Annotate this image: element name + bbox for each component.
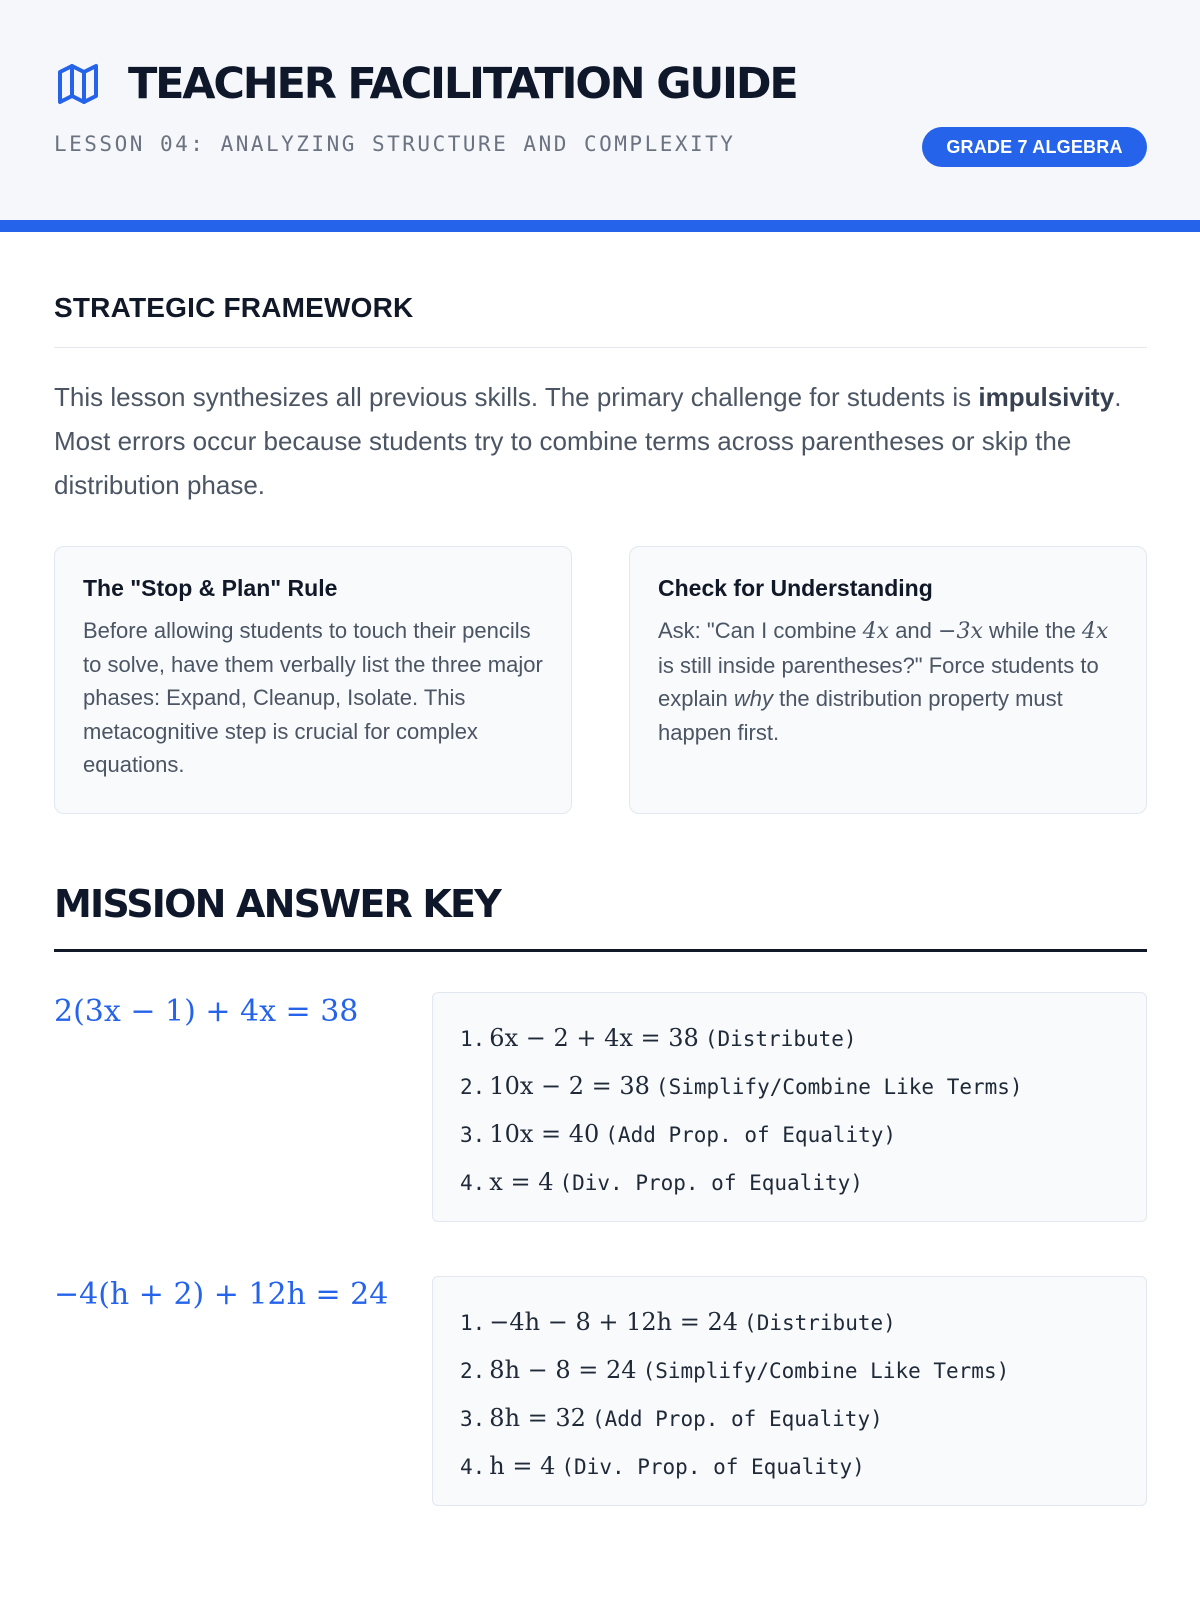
title-row (54, 56, 797, 112)
answer-key-heading: MISSION ANSWER KEY (54, 882, 500, 926)
step-math: 10x − 2 = 38 (489, 1072, 650, 1100)
intro-emphasis: impulsivity (978, 382, 1115, 412)
solution-step (460, 1299, 1146, 1347)
step-reason: (Add Prop. of Equality) (591, 1407, 883, 1431)
intro-text-start: This lesson synthesizes all previous skills. The primary challenge for students is (54, 382, 979, 412)
step-reason: (Distribute) (744, 1311, 896, 1335)
math-expression: 4x (1081, 619, 1109, 644)
solution-step (460, 1443, 1146, 1491)
step-number: 2. (460, 1359, 486, 1383)
step-number: 2. (460, 1075, 486, 1099)
section-divider (54, 347, 1147, 348)
math-expression: 4x (862, 619, 890, 644)
card-body (658, 614, 1118, 749)
check-understanding-card (629, 546, 1147, 814)
framework-heading: STRATEGIC FRAMEWORK (54, 292, 414, 323)
step-math: x = 4 (489, 1168, 554, 1196)
card-text: and (889, 618, 939, 643)
solution-step (460, 1111, 1146, 1159)
step-math: h = 4 (489, 1452, 556, 1480)
problem-equation: 2(3x − 1) + 4x = 38 (54, 994, 359, 1029)
step-math: 8h = 32 (489, 1404, 586, 1432)
card-title: Check for Understanding (658, 575, 933, 601)
solution-step (460, 1063, 1146, 1111)
step-number: 1. (460, 1027, 486, 1051)
step-reason: (Distribute) (704, 1027, 857, 1051)
step-math: 10x = 40 (489, 1120, 600, 1148)
step-reason: (Simplify/Combine Like Terms) (642, 1359, 1010, 1383)
card-text: Ask: "Can I combine (658, 618, 863, 643)
intro-text-end: . Most errors occur because students try to combine terms across parentheses or skip the distribution phase. (54, 382, 1122, 500)
solution-steps (432, 1276, 1147, 1506)
step-reason: (Div. Prop. of Equality) (561, 1455, 865, 1479)
step-math: −4h − 8 + 12h = 24 (489, 1308, 739, 1336)
page-header (0, 0, 1200, 232)
step-reason: (Add Prop. of Equality) (605, 1123, 897, 1147)
card-title: The "Stop & Plan" Rule (83, 575, 338, 601)
solution-step (460, 1159, 1146, 1207)
step-reason: (Simplify/Combine Like Terms) (655, 1075, 1023, 1099)
solution-step (460, 1015, 1146, 1063)
lesson-subtitle: LESSON 04: ANALYZING STRUCTURE AND COMPLEXITY (54, 132, 736, 156)
answer-key-divider (54, 949, 1147, 952)
emphasis-text: why (733, 686, 773, 711)
grade-badge: GRADE 7 ALGEBRA (922, 127, 1147, 167)
step-number: 4. (460, 1171, 486, 1195)
step-number: 1. (460, 1311, 486, 1335)
framework-intro (54, 375, 1147, 507)
map-icon (54, 60, 102, 108)
math-expression: −3x (938, 619, 983, 644)
stop-plan-card (54, 546, 572, 814)
step-math: 6x − 2 + 4x = 38 (489, 1024, 699, 1052)
card-text: the distribution property must happen first. (658, 686, 1063, 745)
card-text: while the (982, 618, 1082, 643)
step-number: 3. (460, 1123, 486, 1147)
step-number: 3. (460, 1407, 486, 1431)
step-reason: (Div. Prop. of Equality) (559, 1171, 863, 1195)
card-body: Before allowing students to touch their pencils to solve, have them verbally list the three major phases: Expand, Cleanup, Isolate. This metacognitive step is crucial for complex equations. (83, 618, 543, 777)
solution-step (460, 1395, 1146, 1443)
solution-steps (432, 992, 1147, 1222)
card-text: is still inside parentheses?" Force students to explain (658, 652, 1099, 711)
solution-step (460, 1347, 1146, 1395)
step-number: 4. (460, 1455, 486, 1479)
page-title: TEACHER FACILITATION GUIDE (128, 59, 797, 109)
step-math: 8h − 8 = 24 (489, 1356, 637, 1384)
problem-equation: −4(h + 2) + 12h = 24 (54, 1277, 389, 1312)
